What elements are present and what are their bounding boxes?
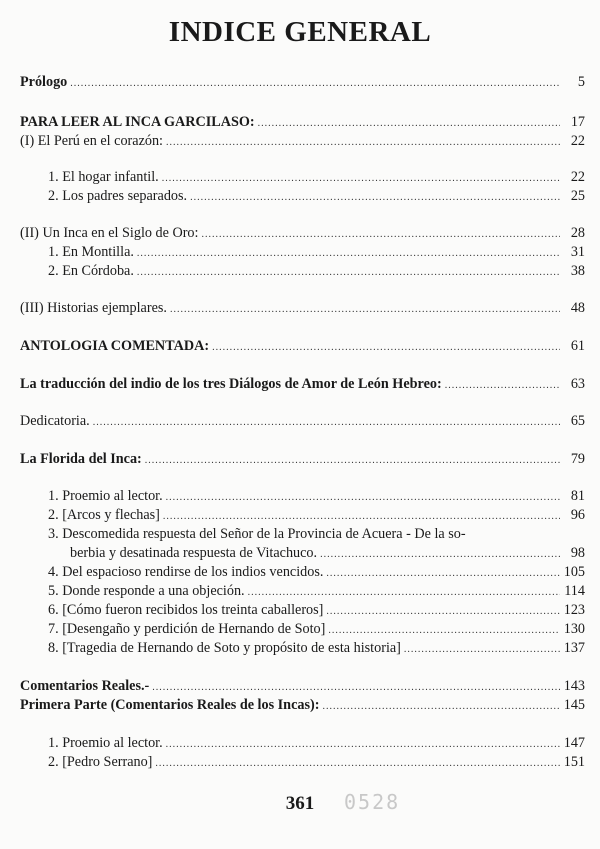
toc-entry-page: 31 (570, 244, 585, 260)
toc-entry-peru-corazon (20, 132, 585, 150)
toc-entry-pedro-serrano (48, 753, 585, 771)
leader-dots (152, 683, 560, 693)
leader-dots (212, 343, 560, 353)
leader-dots (190, 193, 560, 203)
page-number: 361 (285, 793, 315, 814)
toc-entry-tragedia (48, 639, 585, 657)
toc-entry-page: 123 (563, 602, 585, 618)
toc-entry-page: 22 (570, 169, 585, 185)
toc-entry-dedicatoria (20, 412, 585, 430)
leader-dots (328, 626, 560, 636)
leader-dots (166, 138, 560, 148)
toc-entry-page: 137 (563, 640, 585, 656)
toc-entry-label: berbia y desatinada respuesta de Vitachuco. (70, 545, 318, 561)
leader-dots (137, 249, 560, 259)
toc-entry-page: 25 (570, 188, 585, 204)
toc-entry-antologia (20, 337, 585, 355)
toc-entry-label: 1. Proemio al lector. (48, 488, 163, 504)
leader-dots (258, 119, 560, 129)
toc-entry-page: 22 (570, 133, 585, 149)
toc-entry-label: 2. En Córdoba. (48, 263, 134, 279)
toc-entry-historias-ejemplares (20, 299, 585, 317)
toc-entry-label: 7. [Desengaño y perdición de Hernando de Soto] (48, 621, 326, 637)
leader-dots (166, 493, 560, 503)
toc-entry-montilla (48, 243, 585, 261)
toc-entry-arcos-flechas (48, 506, 585, 524)
toc-entry-page: 17 (570, 114, 585, 130)
toc-entry-page: 96 (570, 507, 585, 523)
toc-entry-desengano (48, 620, 585, 638)
leader-dots (404, 645, 560, 655)
toc-entry-florida-proemio (48, 487, 585, 505)
toc-entry-label: (II) Un Inca en el Siglo de Oro: (20, 225, 199, 241)
leader-dots (170, 305, 560, 315)
toc-entry-traduccion (20, 375, 585, 393)
toc-entry-objecion (48, 582, 585, 600)
leader-dots (445, 381, 560, 391)
toc-entry-prologo (20, 73, 585, 91)
toc-entry-primera-parte (20, 696, 585, 714)
toc-entry-page: 81 (570, 488, 585, 504)
leader-dots (163, 512, 560, 522)
toc-entry-page: 48 (570, 300, 585, 316)
toc-entry-para-leer (20, 113, 585, 131)
toc-entry-padres-separados (48, 187, 585, 205)
leader-dots (248, 588, 560, 598)
toc-entry-inca-siglo-oro (20, 224, 585, 242)
leader-dots (155, 759, 560, 769)
leader-dots (166, 740, 560, 750)
toc-entry-page: 61 (570, 338, 585, 354)
toc-entry-label: 1. En Montilla. (48, 244, 134, 260)
toc-entry-page: 65 (570, 413, 585, 429)
toc-entry-page: 151 (563, 754, 585, 770)
toc-entry-label: (I) El Perú en el corazón: (20, 133, 163, 149)
toc-entry-page: 143 (563, 678, 585, 694)
toc-entry-page: 5 (577, 74, 585, 90)
faded-stamp: 0528 (344, 790, 401, 814)
toc-entry-label: Dedicatoria. (20, 413, 90, 429)
toc-entry-page: 28 (570, 225, 585, 241)
leader-dots (70, 79, 560, 89)
toc-entry-label: La Florida del Inca: (20, 451, 142, 467)
toc-entry-florida (20, 450, 585, 468)
toc-entry-label: Primera Parte (Comentarios Reales de los Incas): (20, 697, 320, 713)
toc-entry-page: 79 (570, 451, 585, 467)
leader-dots (320, 550, 560, 560)
toc-entry-label: PARA LEER AL INCA GARCILASO: (20, 114, 255, 130)
leader-dots (322, 702, 560, 712)
toc-entry-label: La traducción del indio de los tres Diálogos de Amor de León Hebreo: (20, 376, 442, 392)
toc-entry-comentarios-reales (20, 677, 585, 695)
toc-entry-label: 4. Del espacioso rendirse de los indios vencidos. (48, 564, 324, 580)
toc-entry-label: 8. [Tragedia de Hernando de Soto y propósito de esta historia] (48, 640, 401, 656)
toc-entry-page: 145 (563, 697, 585, 713)
toc-entry-label: 1. Proemio al lector. (48, 735, 163, 751)
toc-entry-descomedida-line1: 3. Descomedida respuesta del Señor de la Provincia de Acuera - De la so- (48, 526, 466, 542)
toc-entry-label: Prólogo (20, 74, 68, 90)
toc-entry-page: 114 (564, 583, 585, 599)
leader-dots (201, 230, 560, 240)
toc-entry-label: (III) Historias ejemplares. (20, 300, 167, 316)
leader-dots (145, 456, 560, 466)
toc-entry-label: 2. [Arcos y flechas] (48, 507, 160, 523)
toc-entry-page: 98 (570, 545, 585, 561)
toc-entry-espacioso-rendirse (48, 563, 585, 581)
toc-entry-label: 2. Los padres separados. (48, 188, 188, 204)
toc-entry-page: 63 (570, 376, 585, 392)
leader-dots (326, 569, 560, 579)
toc-entry-treinta-caballeros (48, 601, 585, 619)
page-title: INDICE GENERAL (168, 16, 432, 48)
toc-entry-cordoba (48, 262, 585, 280)
toc-entry-page: 130 (563, 621, 585, 637)
toc-entry-descomedida-line2 (70, 544, 585, 562)
toc-entry-page: 105 (563, 564, 585, 580)
toc-entry-label: 1. El hogar infantil. (48, 169, 159, 185)
leader-dots (326, 607, 560, 617)
toc-entry-label: 6. [Cómo fueron recibidos los treinta caballeros] (48, 602, 324, 618)
toc-entry-label: 2. [Pedro Serrano] (48, 754, 153, 770)
toc-entry-page: 147 (563, 735, 585, 751)
leader-dots (137, 268, 560, 278)
toc-entry-comentarios-proemio (48, 734, 585, 752)
toc-entry-label: ANTOLOGIA COMENTADA: (20, 338, 210, 354)
toc-entry-label: Comentarios Reales.- (20, 678, 150, 694)
toc-entry-label: 5. Donde responde a una objeción. (48, 583, 245, 599)
leader-dots (93, 418, 560, 428)
leader-dots (162, 174, 560, 184)
toc-entry-page: 38 (570, 263, 585, 279)
toc-entry-hogar-infantil (48, 168, 585, 186)
